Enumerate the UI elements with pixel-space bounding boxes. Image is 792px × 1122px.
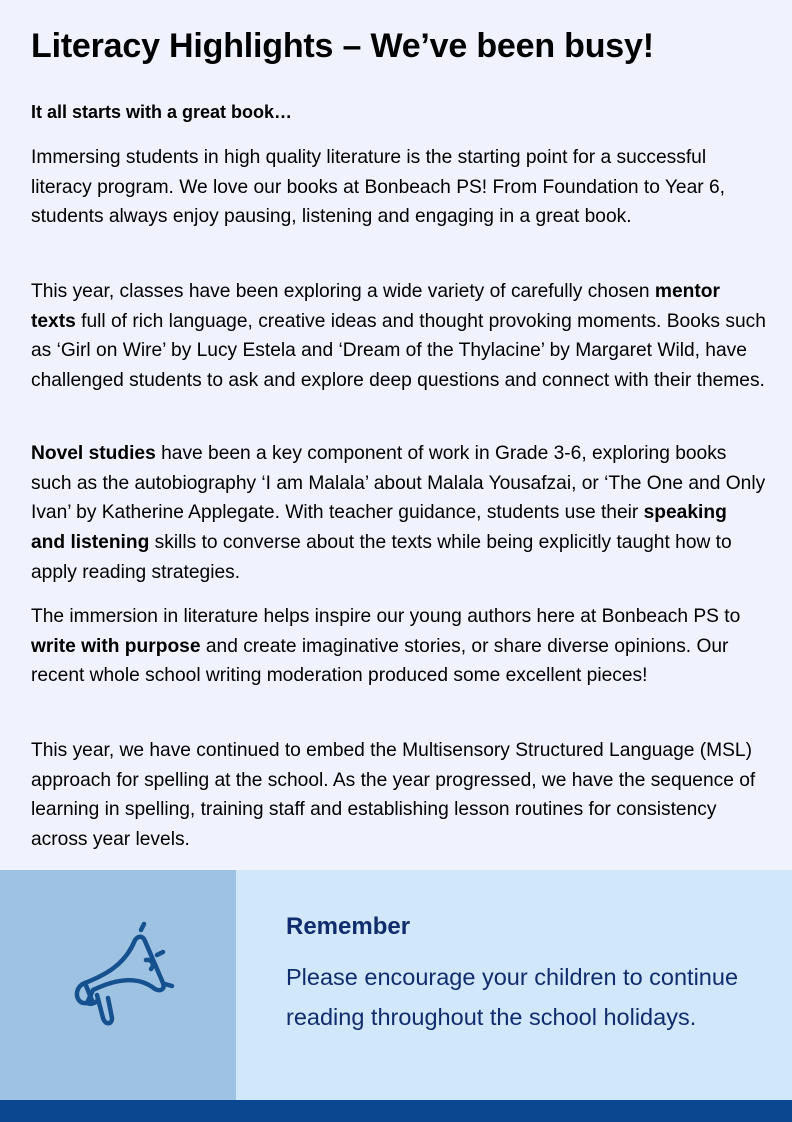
page-title: Literacy Highlights – We’ve been busy! — [31, 27, 654, 65]
paragraph-writing — [31, 602, 766, 691]
paragraph-spelling — [31, 736, 766, 855]
footer-bar — [0, 1100, 792, 1122]
megaphone-icon — [55, 915, 185, 1045]
reminder-callout — [0, 870, 792, 1100]
callout-text-panel — [236, 870, 792, 1100]
paragraph-novel-studies — [31, 439, 766, 588]
body-text: full of rich language, creative ideas and thought provoking moments. Books such as ‘Girl on Wire’ by Lucy Estela and ‘Dream of the Thylacine’ by Margaret Wild, have challenged students to ask and explore deep questions and connect with their themes. — [31, 310, 766, 392]
emphasis-text: write with purpose — [31, 635, 201, 657]
emphasis-text: Novel studies — [31, 443, 156, 464]
paragraph-intro — [31, 143, 766, 232]
callout-icon-panel — [0, 870, 236, 1100]
emphasis-text: mentor texts — [31, 281, 720, 332]
callout-title: Remember — [286, 913, 411, 940]
body-text: Immersing students in high quality literature is the starting point for a successful literacy program. We love our books at Bonbeach PS! From Foundation to Year 6, students always enjoy pausing, listening and engaging in a great book. — [31, 147, 725, 228]
body-text: This year, classes have been exploring a wide variety of carefully chosen — [31, 281, 655, 302]
section-subtitle: It all starts with a great book… — [31, 102, 293, 122]
body-text: skills to converse about the texts while being explicitly taught how to apply reading strategies. — [31, 532, 732, 583]
body-text: and create imaginative stories, or share diverse opinions. Our recent whole school writing moderation produced some excellent pieces! — [31, 635, 729, 687]
body-text: The immersion in literature helps inspire our young authors here at Bonbeach PS to — [31, 606, 741, 627]
paragraph-mentor-texts — [31, 277, 766, 396]
body-text: have been a key component of work in Grade 3-6, exploring books such as the autobiography ‘I am Malala’ about Malala Yousafzai, or ‘The One and Only Ivan’ by Katherine Applegate. With teacher guidance, students use their — [31, 443, 766, 524]
callout-message: Please encourage your children to continue reading throughout the school holidays. — [286, 964, 739, 1030]
body-text: This year, we have continued to embed the Multisensory Structured Language (MSL) approach for spelling at the school. As the year progressed, we have the sequence of learning in spelling, training staff and establishing lesson routines for consistency across year levels. — [31, 740, 756, 851]
emphasis-text: speaking and listening — [31, 502, 727, 554]
